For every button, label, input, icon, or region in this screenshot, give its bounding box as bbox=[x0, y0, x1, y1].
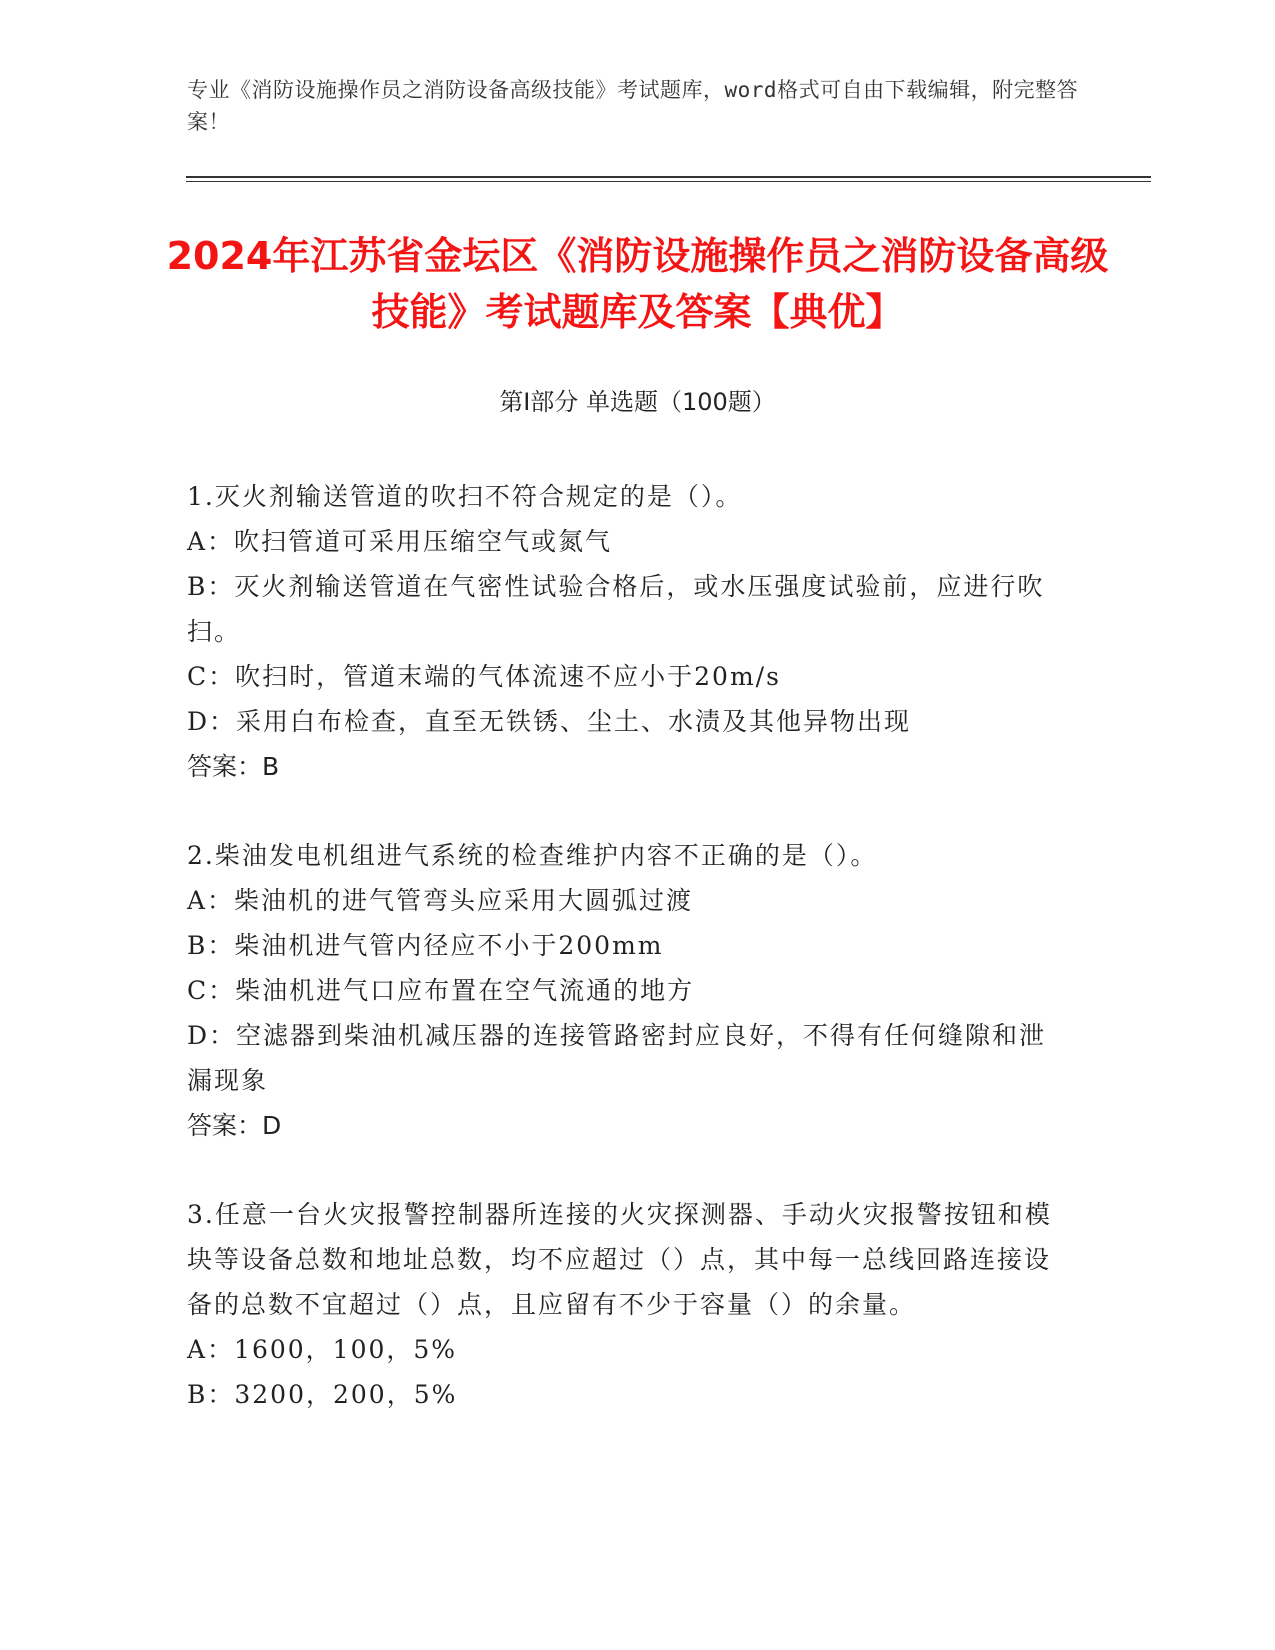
option-b: B：柴油机进气管内径应不小于200mm bbox=[187, 931, 664, 960]
header-note: 专业《消防设施操作员之消防设备高级技能》考试题库，word格式可自由下载编辑，附完整答案！ bbox=[187, 78, 1079, 134]
question-stem: 1.灭火剂输送管道的吹扫不符合规定的是（）。 bbox=[187, 482, 743, 511]
option-d: D：空滤器到柴油机减压器的连接管路密封应良好，不得有任何缝隙和泄漏现象 bbox=[187, 1021, 1047, 1095]
option-c: C：吹扫时，管道末端的气体流速不应小于20m/s bbox=[187, 662, 781, 691]
option-a: A：1600，100，5% bbox=[187, 1335, 458, 1364]
option-a: A：吹扫管道可采用压缩空气或氮气 bbox=[187, 527, 613, 556]
section-title: 第I部分 单选题（100题） bbox=[499, 388, 776, 416]
option-b: B：3200，200，5% bbox=[187, 1380, 458, 1409]
question-3 bbox=[187, 1192, 1067, 1417]
option-a: A：柴油机的进气管弯头应采用大圆弧过渡 bbox=[187, 886, 694, 915]
answer: 答案：B bbox=[187, 752, 280, 781]
question-1 bbox=[187, 474, 1067, 789]
question-list bbox=[187, 474, 1067, 1461]
option-b: B：灭火剂输送管道在气密性试验合格后，或水压强度试验前，应进行吹扫。 bbox=[187, 572, 1045, 646]
header-divider-thin bbox=[186, 181, 1151, 182]
question-2 bbox=[187, 833, 1067, 1148]
document-title: 2024年江苏省金坛区《消防设施操作员之消防设备高级技能》考试题库及答案【典优】 bbox=[166, 234, 1109, 334]
header-divider-thick bbox=[186, 176, 1151, 178]
answer: 答案：D bbox=[187, 1111, 282, 1140]
option-d: D：采用白布检查，直至无铁锈、尘土、水渍及其他异物出现 bbox=[187, 707, 912, 736]
question-stem: 3.任意一台火灾报警控制器所连接的火灾探测器、手动火灾报警按钮和模块等设备总数和地址总数，均不应超过（）点，其中每一总线回路连接设备的总数不宜超过（）点，且应留有不少于容量（）的余量。 bbox=[187, 1200, 1052, 1319]
option-c: C：柴油机进气口应布置在空气流通的地方 bbox=[187, 976, 695, 1005]
question-stem: 2.柴油发电机组进气系统的检查维护内容不正确的是（）。 bbox=[187, 841, 878, 870]
